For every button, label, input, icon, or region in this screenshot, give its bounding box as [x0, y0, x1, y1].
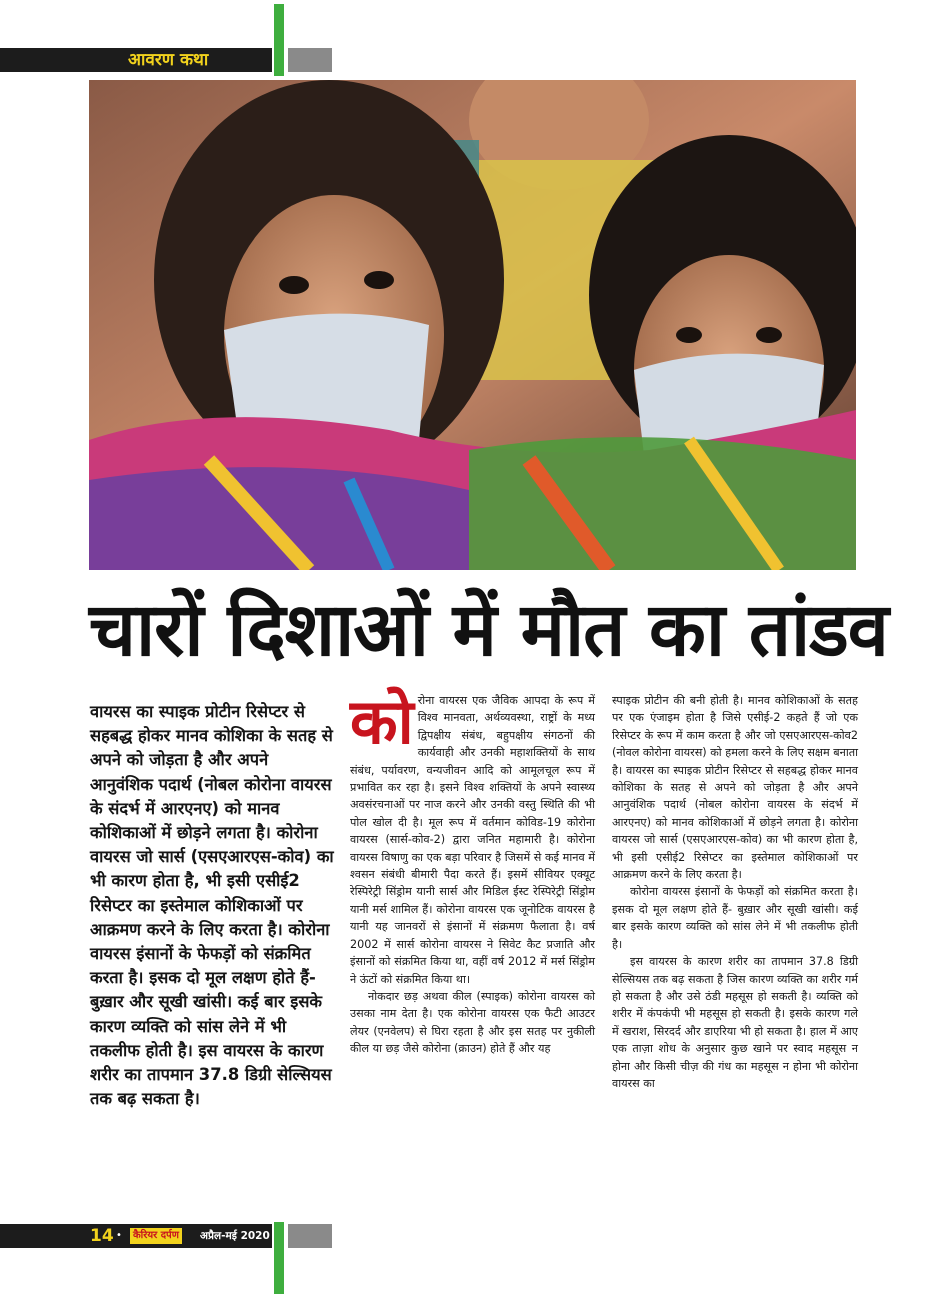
right-paragraph-3: इस वायरस के कारण शरीर का तापमान 37.8 डिग्री सेल्सियस तक बढ़ सकता है जिस कारण व्यक्ति का शरीर गर्म हो सकता है और उसे ठंडी महसूस हो सकती है। व्यक्ति को शरीर में कंपकंपी भी महसूस हो सकती है। इसके कारण गले में खराश, सिरदर्द और डाएरिया भी हो सकता है। हाल में आए एक ताज़ा शोध के अनुसार कुछ खाने पर स्वाद महसूस न होना और किसी चीज़ की गंध का महसूस न होना भी कोरोना वायरस का [612, 955, 858, 1090]
right-paragraph-2: कोरोना वायरस इंसानों के फेफड़ों को संक्रमित करता है। इसक दो मूल लक्षण होते हैं- बुख़ार और सूखी खांसी। कई बार इसके कारण व्यक्ति को सांस लेने में भी तकलीफ होती है। [612, 885, 858, 951]
drop-cap: को [350, 685, 414, 758]
magazine-logo: कैरियर दर्पण [130, 1228, 182, 1244]
headline: चारों दिशाओं में मौत का तांडव [89, 587, 888, 673]
right-column [612, 692, 858, 1092]
middle-column [350, 685, 595, 1058]
header-green-stripe [274, 4, 284, 76]
issue-date: अप्रैल-मई 2020 [200, 1230, 270, 1242]
section-label: आवरण कथा [128, 50, 209, 70]
footer-bullet: • [116, 1230, 122, 1241]
footer-grey-block [288, 1224, 332, 1248]
right-paragraph-1: स्पाइक प्रोटीन की बनी होती है। मानव कोशिकाओं के सतह पर एक एंजाइम होता है जिसे एसीई-2 कहते हैं जो एक रिसेप्टर के रूप में काम करता है और जो एसएआरएस-कोव2 (नोवल कोरोना वायरस) को हमला करने के लिए सक्षम बनाता है। वायरस का स्पाइक प्रोटीन रिसेप्टर से सहबद्ध होकर मानव कोशिका के सतह से अपने को जोड़ता है और अपने आनुवंशिक पदार्थ (नोबल कोरोना वायरस के संदर्भ में आरएनए) को मानव कोशिकाओं में छोड़ने लगता है। कोरोना वायरस जो सार्स (एसएआरएस-कोव) का भी कारण होता है, भी इसी एसीई2 रिसेप्टर का इस्तेमाल कोशिकाओं पर आक्रमण करने के लिए करता है। [612, 694, 858, 882]
header-grey-block [288, 48, 332, 72]
cover-photo [89, 80, 856, 570]
middle-paragraph-2: नोकदार छड़ अथवा कील (स्पाइक) कोरोना वायरस को उसका नाम देता है। एक कोरोना वायरस एक फैटी आउटर लेयर (एनवेलप) से घिरा रहता है और इस सतह पर नुकीली कील या छड़ जैसे कोरोना (क्राउन) होते हैं और यह [350, 989, 595, 1056]
footer-green-stripe [274, 1222, 284, 1294]
page-number: 14 [90, 1226, 114, 1246]
left-column-text: वायरस का स्पाइक प्रोटीन रिसेप्टर से सहबद्ध होकर मानव कोशिका के सतह से अपने को जोड़ता है और अपने आनुवंशिक पदार्थ (नोबल कोरोना वायरस के संदर्भ में आरएनए) को मानव कोशिकाओं में छोड़ने लगता है। कोरोना वायरस जो सार्स (एसएआरएस-कोव) का भी कारण होता है, भी इसी एसीई2 रिसेप्टर का इस्तेमाल कोशिकाओं पर आक्रमण करने के लिए करता है। कोरोना वायरस इंसानों के फेफड़ों को संक्रमित करता है। इसक दो मूल लक्षण होते हैं- बुख़ार और सूखी खांसी। कई बार इसके कारण व्यक्ति को सांस लेने में भी तकलीफ होती है। इस वायरस के कारण शरीर का तापमान 37.8 डिग्री सेल्सियस तक बढ़ सकता है। [90, 702, 334, 1109]
middle-paragraph-1: रोना वायरस एक जैविक आपदा के रूप में विश्व मानवता, अर्थव्यवस्था, राष्ट्रों के मध्य द्विपक्षीय संबंध, बहुपक्षीय संगठनों की कार्यवाही और उनकी महाशक्तियों के साथ संबंध, पर्यावरण, वन्यजीवन आदि को आमूलचूल रूप में प्रभावित कर रहा है। इसने विश्व शक्तियों के अपने स्वास्थ्य अवसंरचनाओं पर नाज करने और उनकी वस्तु स्थिति की भी पोल खोल दी है। मूल रूप में वर्तमान कोविड-19 कोरोना वायरस (सार्स-कोव-2) द्वारा जनित महामारी है। कोरोना वायरस विषाणु का एक बड़ा परिवार है जिसमें से कई मानव में श्वसन संबंधी बीमारी पैदा करते हैं। इसमें सीवियर एक्यूट रेस्पिरेट्री सिंड्रोम यानी सार्स और मिडिल ईस्ट रेस्पिरेट्री सिंड्रोम यानी मर्स शामिल हैं। कोरोना वायरस एक जूनोटिक वायरस है यानी यह जानवरों से इंसानों में संक्रमण फैलाता है। वर्ष 2002 में सार्स कोरोना वायरस ने सिवेट कैट प्रजाति और इंसानों को संक्रमित किया था, वहीं वर्ष 2012 में मर्स सिंड्रोम ने ऊंटों को संक्रमित किया था। [350, 694, 595, 986]
children-wearing-masks-photo [89, 80, 856, 570]
